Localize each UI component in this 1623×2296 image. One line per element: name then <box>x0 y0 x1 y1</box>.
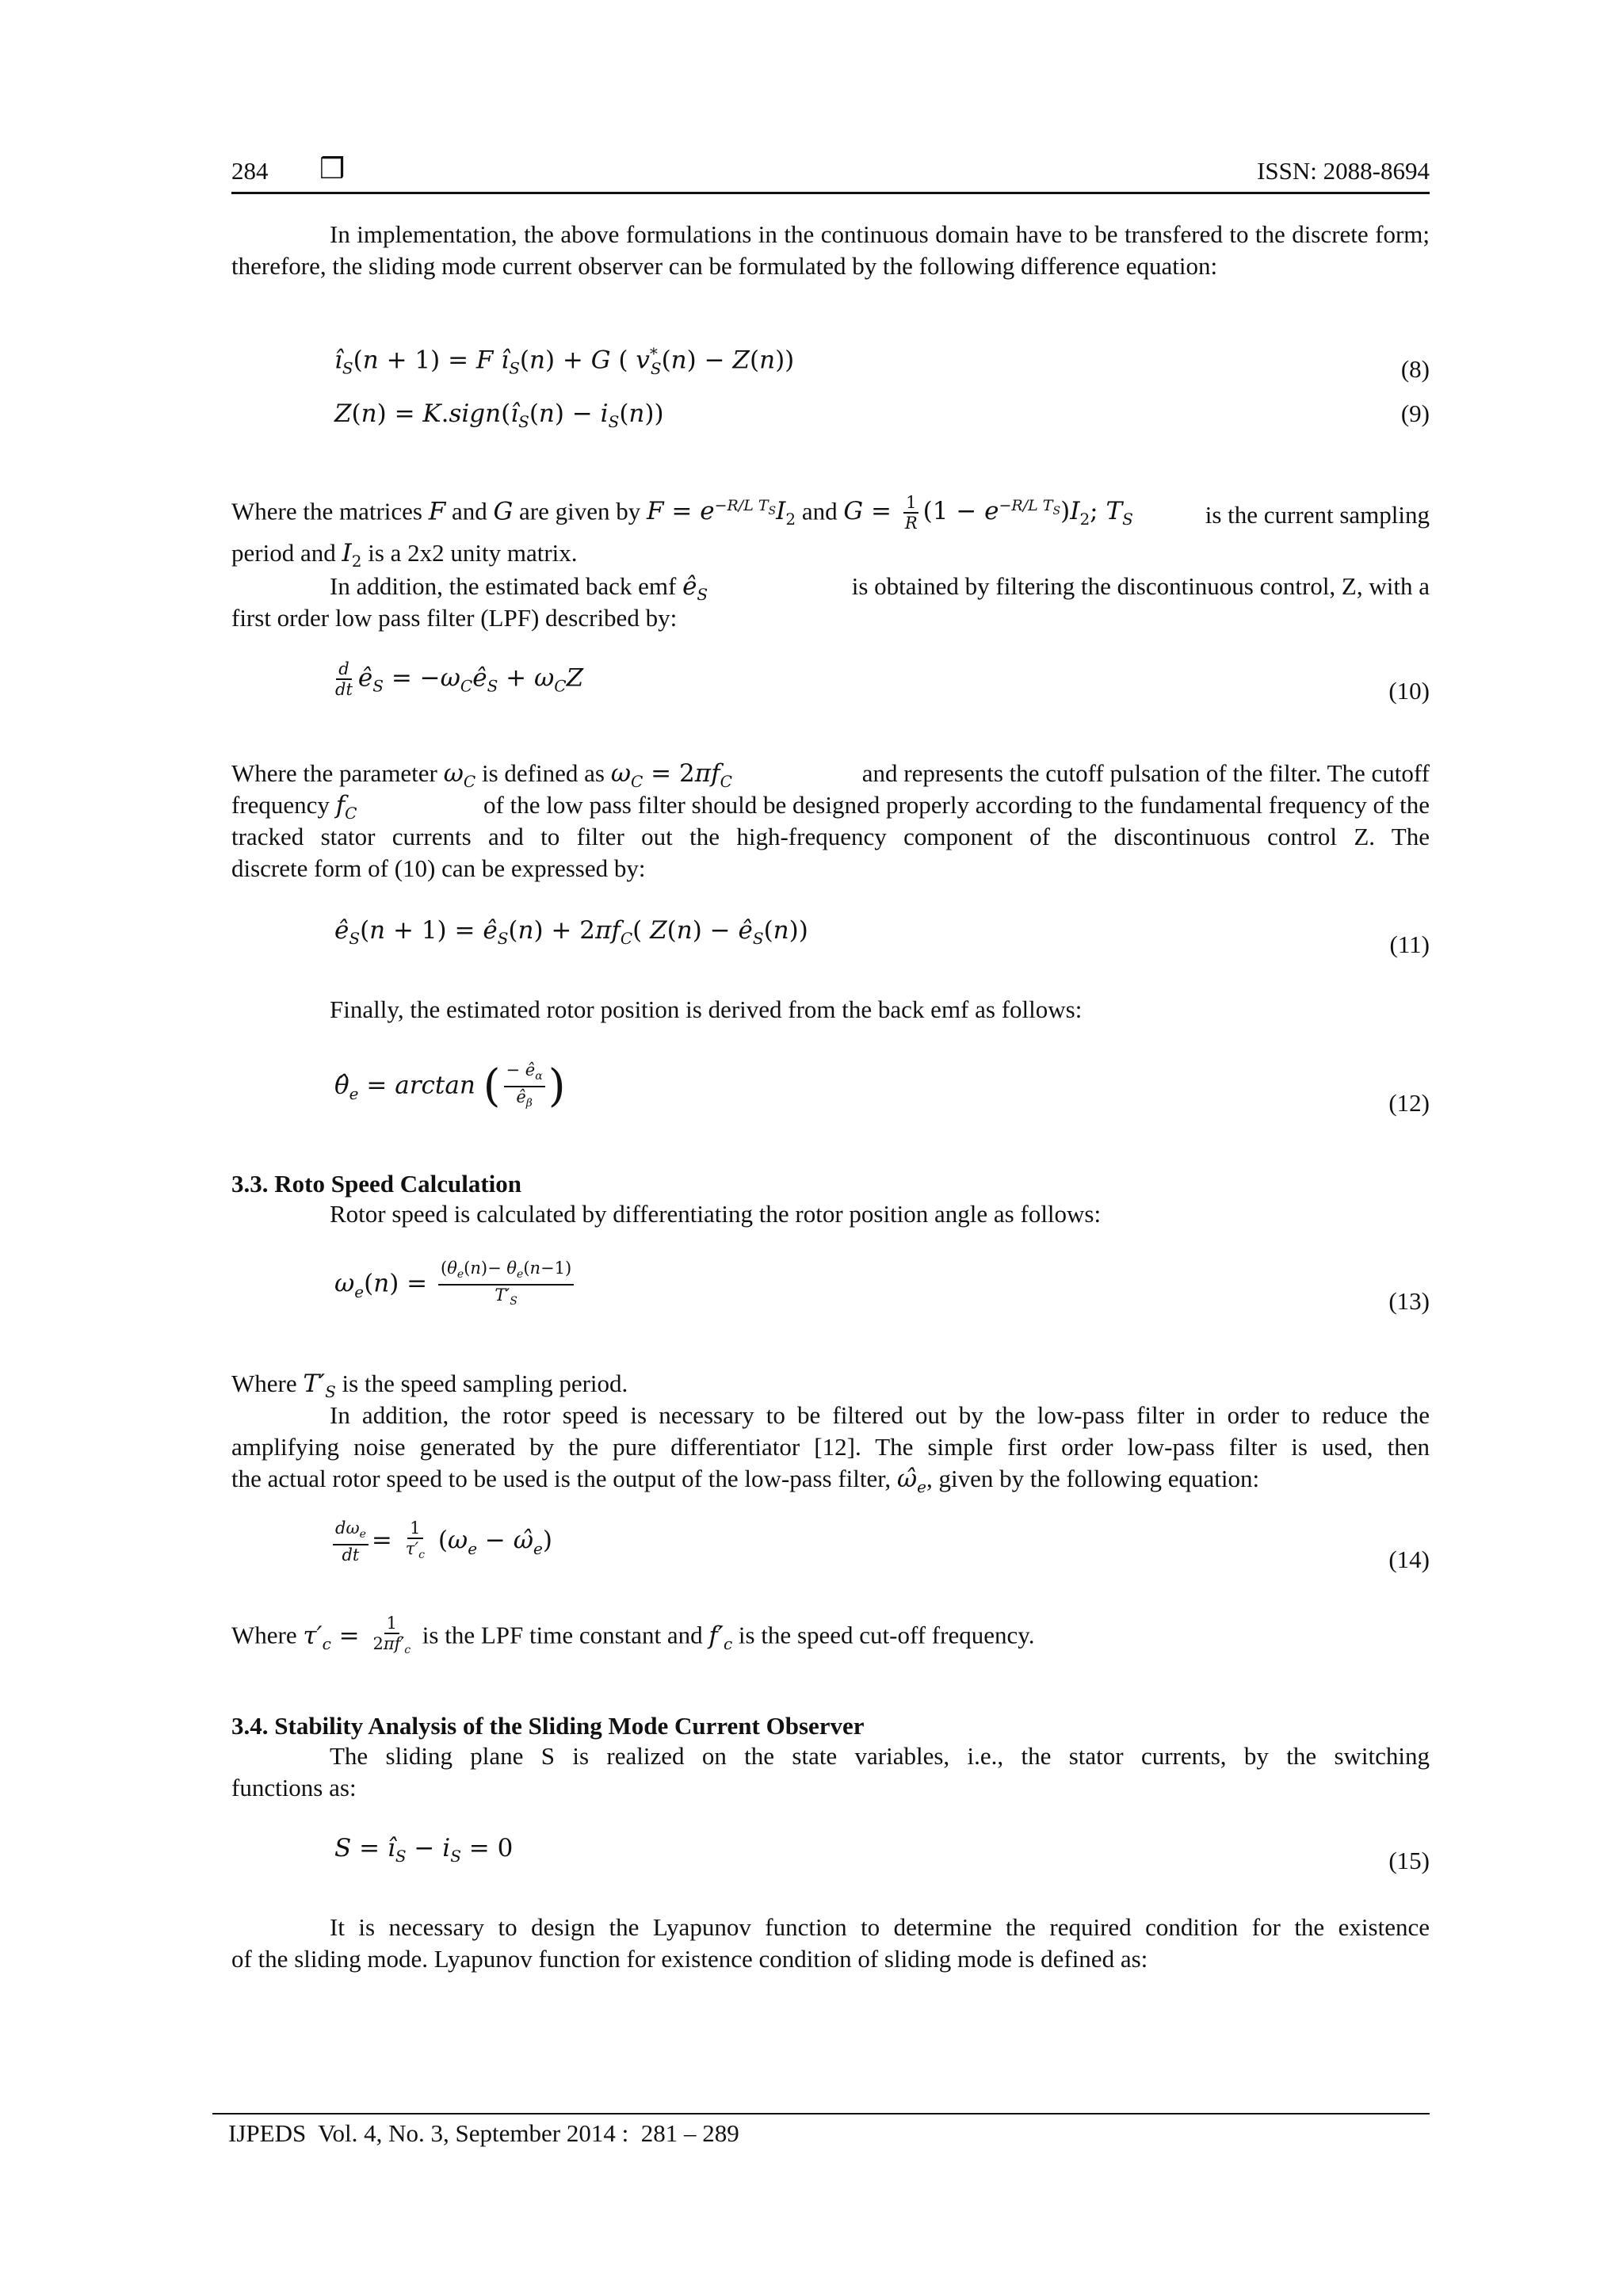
speed-line-2: amplifying noise generated by the pure differentiator [12]. The simple first order low-pass filter is used, then <box>231 1433 1430 1461</box>
lyapunov-line-2: of the sliding mode. Lyapunov function for existence condition of sliding mode is defined as: <box>231 1945 1148 1973</box>
matrix-g-definition: G = $\frac{1}{R}$ $(1 - e^{-R/L T_S})I_2$; $T_S$ <box>843 492 1133 533</box>
equation-9-expression: $Z(n) = K.sign(î_S(n) - i_S(n))$ <box>334 399 664 432</box>
equation-15-number: (15) <box>1388 1847 1430 1874</box>
equation-15-expression: $S = î_S - i_S = 0$ <box>334 1834 514 1866</box>
equation-12 <box>231 1054 1430 1125</box>
lyapunov-line-1: It is necessary to design the Lyapunov function to determine the required condition for the existence <box>330 1913 1430 1941</box>
finally-paragraph: Finally, the estimated rotor position is derived from the back emf as follows: <box>330 995 1083 1023</box>
fraction-d-dt: $\frac{d}{dt}$ <box>335 659 353 699</box>
tau-cutoff-text: is the speed cut-off frequency. <box>738 1621 1035 1649</box>
backemf-line-2: first order low pass filter (LPF) described by: <box>231 604 678 632</box>
equation-11 <box>231 915 1430 959</box>
omega-line-4: discrete form of (10) can be expressed by: <box>231 854 646 882</box>
box-icon: ❒ <box>319 153 346 185</box>
matrices-is-current: is the current sampling <box>1205 501 1430 529</box>
equation-10-expression: $\frac{d}{dt}$ $ê_S$ = $-\omega_Cê_S + \omega_CZ$ <box>330 659 583 699</box>
matrices-and: and <box>452 497 487 525</box>
equation-14 <box>231 1514 1430 1577</box>
fraction-theta-diff: $\frac{(\theta_e(n)- \theta_e(n-1)}{T'_S}$ <box>438 1259 574 1311</box>
equation-10-number: (10) <box>1388 677 1430 705</box>
section-3-3-title: 3.3. Roto Speed Calculation <box>231 1170 521 1198</box>
equation-12-number: (12) <box>1388 1089 1430 1117</box>
omega-line-2 <box>231 789 1430 821</box>
omega-line-3: tracked stator currents and to filter out the high-frequency component of the discontinuous control Z. The <box>231 823 1430 850</box>
tau-lpf-text: is the LPF time constant and <box>422 1621 703 1649</box>
equation-12-expression: $\thetâ_e = \arctan$ ( $\frac{- ê_\alpha}{ê_\beta}$ ) <box>334 1060 566 1113</box>
omega-c-definition: $\omega_C = 2\pi f_C$ <box>610 759 732 792</box>
matrix-f-definition: $F = e^{-R/L T_S}I_2$ <box>647 497 796 529</box>
equation-14-number: (14) <box>1388 1545 1430 1573</box>
section-3-4-title: 3.4. Stability Analysis of the Sliding Mode Current Observer <box>231 1712 865 1740</box>
omega-line-1b: is defined as <box>481 759 605 787</box>
arctan-label: arctan <box>395 1071 475 1100</box>
backemf-start: In addition, the estimated back emf <box>330 572 677 600</box>
equation-13 <box>231 1254 1430 1317</box>
matrices-given: are given by <box>519 497 641 525</box>
i2-symbol: $I_2$ <box>342 539 362 571</box>
page-number: 284 <box>231 157 269 185</box>
fraction-1-over-tau: $\frac{1}{\tau'_c}$ <box>405 1519 425 1562</box>
tau-where: Where <box>231 1621 297 1649</box>
omega-hat-symbol: $\omegâ_e$ <box>896 1465 926 1497</box>
matrices-period: period and <box>231 539 336 567</box>
equation-13-number: (13) <box>1388 1287 1430 1315</box>
matrices-unity: is a 2x2 unity matrix. <box>368 539 578 567</box>
equation-8 <box>231 342 1430 387</box>
equation-8-number: (8) <box>1400 355 1430 383</box>
header-rule <box>231 192 1430 194</box>
fc-symbol: $f_C$ <box>335 791 357 823</box>
section-3-4-line-2: functions as: <box>231 1774 357 1801</box>
intro-paragraph: In implementation, the above formulations in the continuous domain have to be transfered to the discrete form; therefore, the sliding mode current observer can be formulated by the following difference equation: <box>231 220 1430 280</box>
backemf-symbol: $ê_S$ <box>682 572 708 605</box>
equation-9-number: (9) <box>1400 399 1430 427</box>
omega-line-1 <box>231 758 1430 792</box>
equation-11-number: (11) <box>1389 930 1430 958</box>
fraction-1-over-2pifc: $\frac{1}{2\pi f'_c}$ <box>372 1614 411 1657</box>
fc-prime-symbol: $f'_c$ <box>708 1621 733 1653</box>
speed-line-3b: , given by the following equation: <box>926 1465 1260 1492</box>
fraction-alpha-beta: $\frac{- ê_\alpha}{ê_\beta}$ <box>504 1060 545 1113</box>
matrix-g-symbol: G <box>493 497 514 526</box>
issn: ISSN: 2088-8694 <box>1257 157 1430 185</box>
equation-15 <box>231 1831 1430 1878</box>
omega-line-2b: of the low pass filter should be designed properly according to the fundamental frequency of the <box>483 791 1430 819</box>
tau-definition: $\tau'_c$ = $\frac{1}{2\pi f'_c}$ <box>303 1622 416 1650</box>
speed-line-3 <box>231 1463 1259 1503</box>
matrices-and-2: and <box>801 497 838 525</box>
where-word: Where <box>231 1370 297 1397</box>
fraction-domega-dt: $\frac{d\omega_e}{dt}$ <box>333 1519 369 1564</box>
where-ts-text: is the speed sampling period. <box>342 1370 628 1397</box>
backemf-end: is obtained by filtering the discontinuous control, Z, with a <box>851 572 1430 600</box>
omega-line-2a: frequency <box>231 791 330 819</box>
speed-line-3a: the actual rotor speed to be used is the output of the low-pass filter, <box>231 1465 892 1492</box>
equation-11-expression: $ê_S(n + 1)$ = $ê_S(n) + 2\pi f_C$( $Z(n) - ê_S(n)$) <box>334 916 808 949</box>
tau-line <box>231 1614 1034 1664</box>
fraction-1-over-r: $\frac{1}{R}$ <box>904 492 918 533</box>
omega-c-symbol: $\omega_C$ <box>443 759 476 792</box>
backemf-line-1 <box>330 571 1430 605</box>
ts-prime-symbol: $T'_S$ <box>303 1370 336 1402</box>
section-3-4-line-1: The sliding plane S is realized on the state variables, i.e., the stator currents, by the switching <box>330 1742 1430 1770</box>
equation-14-expression: $\frac{d\omega_e}{dt}$ = $\frac{1}{\tau'_c}$ ($\omega_e$ − $\omegâ_e$) <box>330 1519 552 1564</box>
matrix-f-symbol: F <box>428 497 446 526</box>
matrices-line-1 <box>231 490 1430 534</box>
speed-line-1: In addition, the rotor speed is necessary to be filtered out by the low-pass filter in order to reduce the <box>330 1401 1430 1429</box>
section-3-3-intro: Rotor speed is calculated by differentiating the rotor position angle as follows: <box>330 1200 1102 1228</box>
matrices-where: Where the matrices <box>231 497 422 525</box>
equation-9 <box>231 398 1430 437</box>
omega-line-1c: and represents the cutoff pulsation of the filter. The cutoff <box>861 759 1430 787</box>
footer-journal: IJPEDS Vol. 4, No. 3, September 2014 : 281 – 289 <box>228 2119 739 2147</box>
equation-10 <box>231 656 1430 712</box>
equation-13-expression: $\omega_e(n)$ = $\frac{(\theta_e(n)- \theta_e(n-1)}{T'_S}$ <box>334 1259 577 1311</box>
omega-line-1a: Where the parameter <box>231 759 437 787</box>
footer-rule <box>212 2113 1430 2115</box>
equation-8-expression: $î_S(n + 1) = F$ $î_S(n) + G$ ( $v^*_S(n) - Z(n)$) <box>334 344 795 378</box>
